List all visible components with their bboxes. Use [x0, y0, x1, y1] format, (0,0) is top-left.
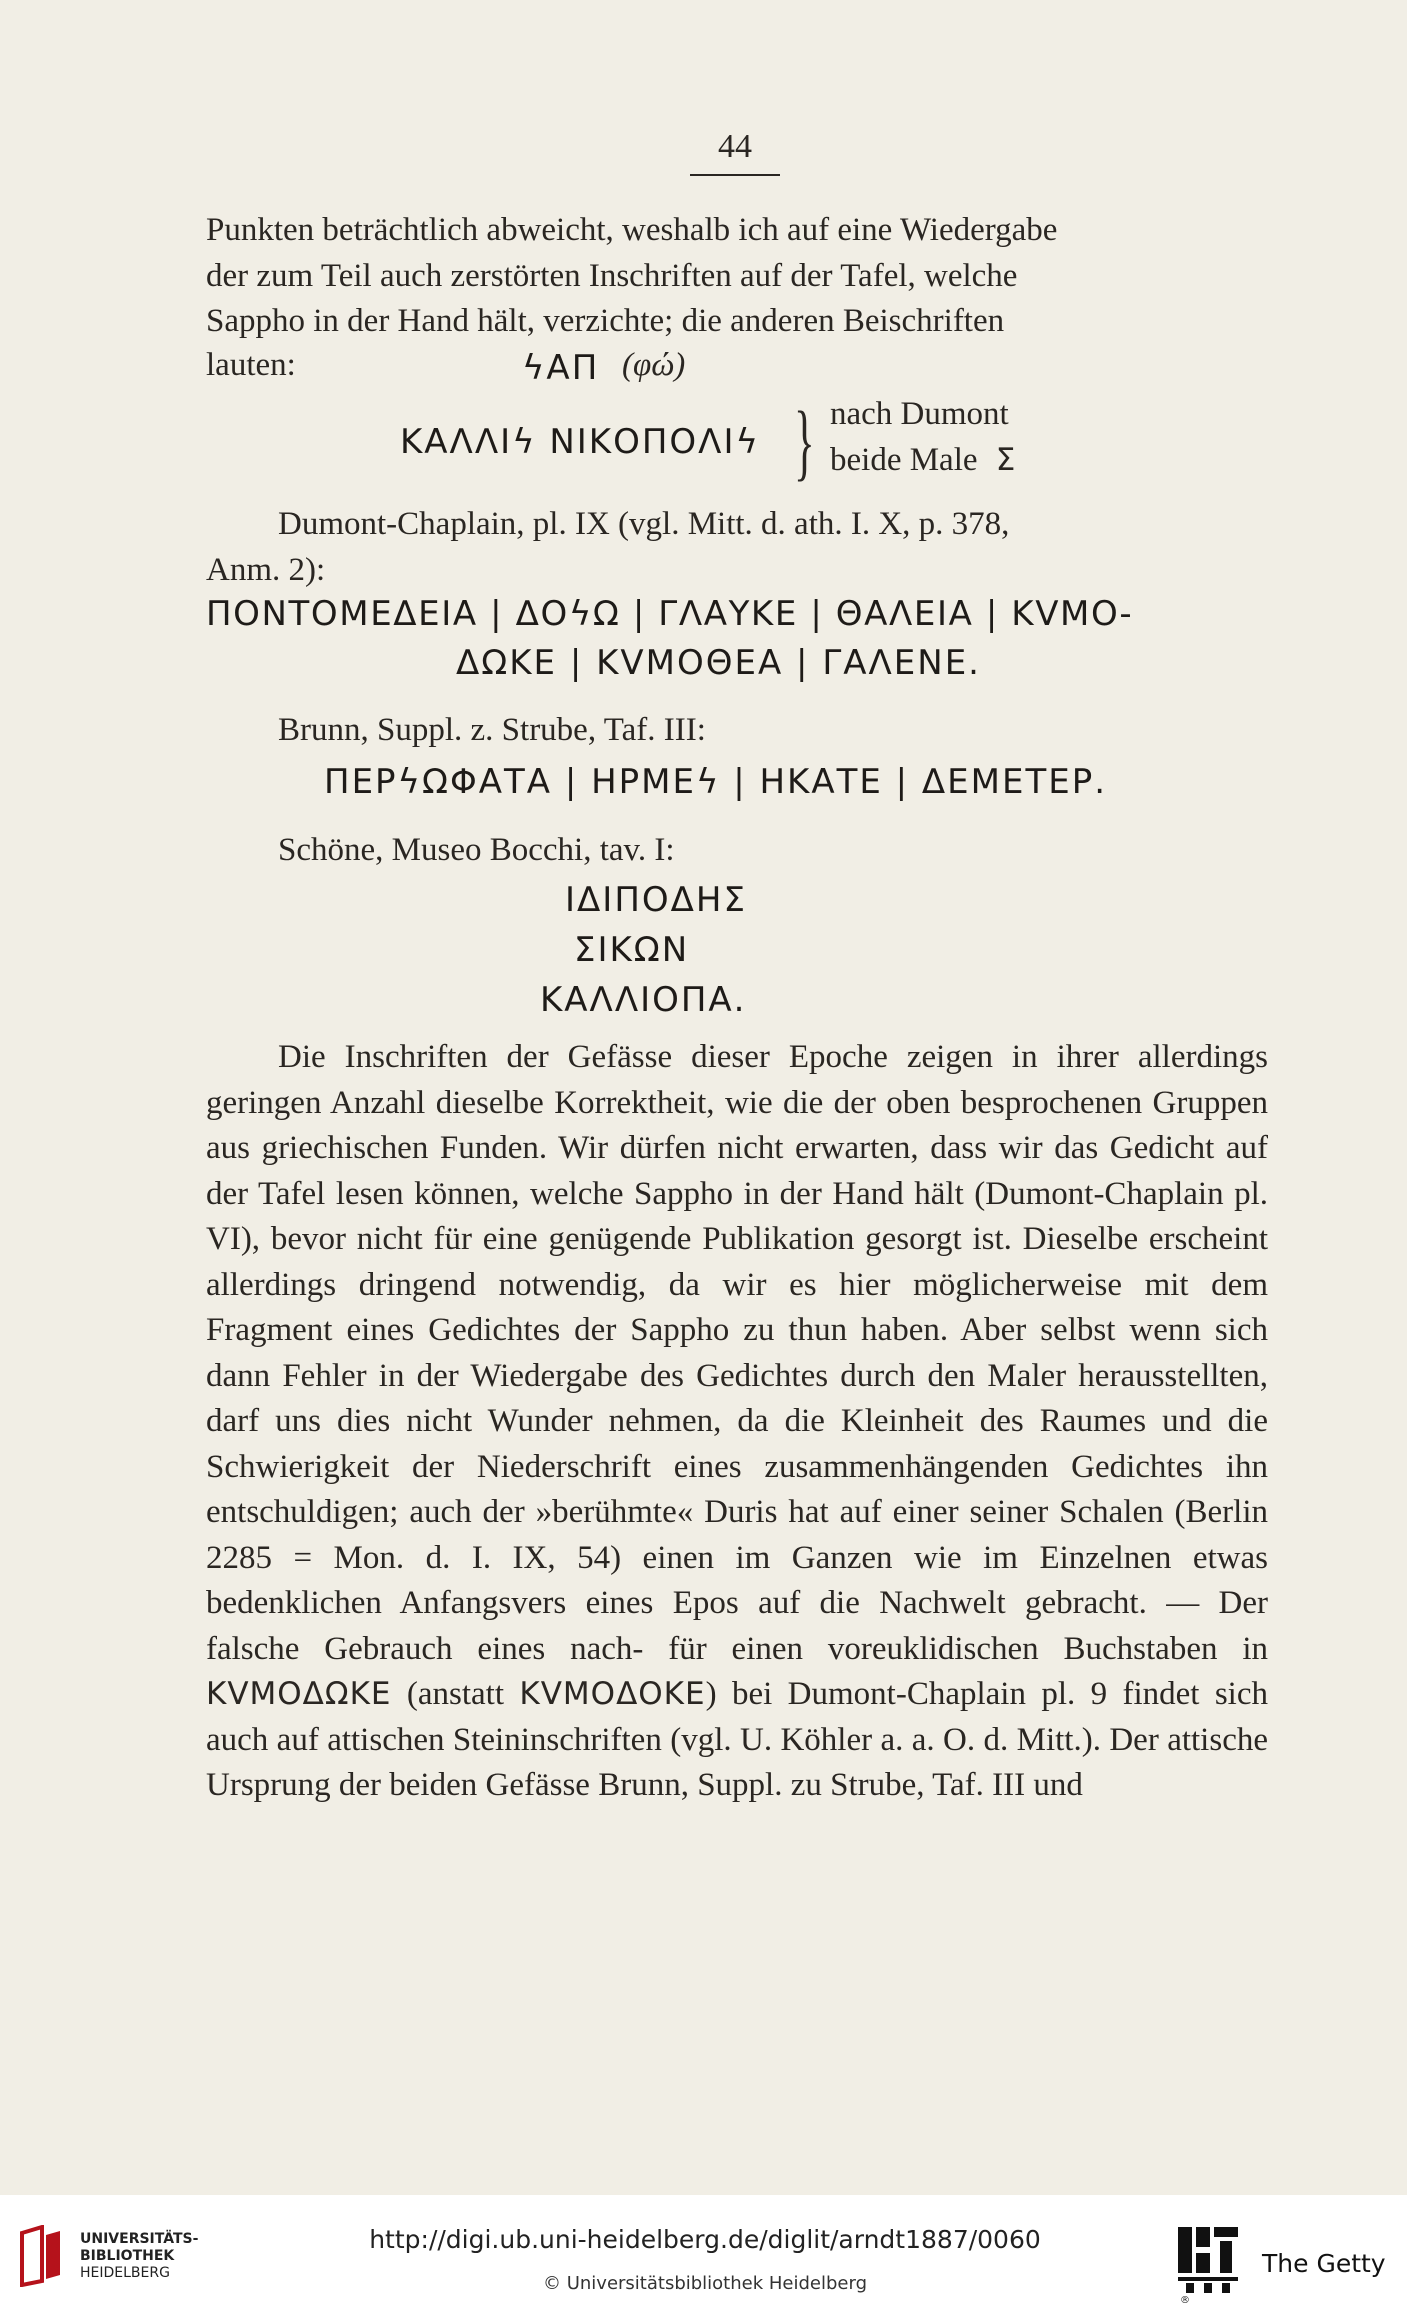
inscription-sap: ϟΑΠ [522, 348, 600, 388]
note-beide-male [830, 442, 1016, 479]
library-logo-icon [16, 2225, 66, 2287]
greek-inscription-schoene-2: ΣΙΚΩΝ [574, 930, 690, 970]
greek-kymodoke-wrong: ΚVΜΟΔΩΚΕ [206, 1676, 392, 1712]
text-line: der zum Teil auch zerstörten Inschriften auf der Tafel, welche [206, 257, 1018, 294]
greek-inscriptions-brunn: ΠΕΡϟΩΦΑΤΑ | ΗΡΜΕϟ | ΗΚΑΤΕ | ΔΕΜΕΤΕΡ. [324, 762, 1108, 802]
note-beide-male-text: beide Male [830, 442, 978, 478]
greek-inscription-schoene-3: ΚΑΛΛΙΟΠΑ. [540, 980, 747, 1020]
curly-brace-icon: } [794, 393, 815, 489]
greek-inscription-schoene-1: ΙΔΙΠΟΔΗΣ [565, 880, 747, 920]
getty-logo-icon [1176, 2225, 1242, 2295]
text-line: Sappho in der Hand hält, verzichte; die anderen Beischriften [206, 303, 1005, 339]
note-nach-dumont: nach Dumont [830, 396, 1009, 432]
inscription-sap-note: (φώ) [622, 347, 686, 383]
note-sigma: Σ [995, 442, 1017, 478]
greek-inscriptions-dumont-line1: ΠΟΝΤΟΜΕΔΕΙΑ | ΔΟϟΩ | ΓΛΑΥΚΕ | ΘΑΛΕΙΑ | ΚVΜΟ- [206, 594, 1134, 634]
footer-bar [0, 2195, 1407, 2310]
paragraph-intro [206, 208, 1268, 345]
library-name-line1: UNIVERSITÄTS- [80, 2231, 199, 2247]
getty-label: The Getty [1262, 2249, 1386, 2278]
text-line: Punkten beträchtlich abweicht, weshalb ich auf eine Wiedergabe [206, 212, 1058, 248]
text-line: Anm. 2): [206, 551, 326, 588]
greek-kymodoke-correct: ΚVΜΟΔΟΚΕ [519, 1676, 706, 1712]
paragraph-main-text: Die Inschriften der Gefässe dieser Epoche zeigen in ihrer allerdings geringen Anzahl dieselbe Korrektheit, wie die der oben besprochenen Gruppen aus griechischen Funden. Wir dürfen nicht erwarten, dass wir das Gedicht auf der Tafel lesen können, welche Sappho in der Hand hält (Dumont-Chaplain pl. VI), bevor nicht für eine genügende Publikation gesorgt ist. Dieselbe erscheint allerdings dringend notwendig, da wir es hier möglicherweise mit dem Fragment eines Gedichtes der Sappho zu thun haben. Aber selbst wenn sich dann Fehler in der Wiedergabe des Gedichtes durch den Maler herausstellten, darf uns dies nicht Wunder nehmen, da die Kleinheit des Raumes und die Schwierigkeit der Niederschrift eines zusammenhängenden Gedichtes ihn entschuldigen; auch der »berühmte« Duris hat auf einer seiner Schalen (Berlin 2285 = Mon. d. I. IX, 54) einen im Ganzen wie im Einzelnen etwas bedenklichen Anfangsvers eines Epos auf die Nachwelt gebracht. — Der falsche Gebrauch eines nach- für einen voreuklidischen Buchstaben in [206, 1039, 1268, 1667]
paragraph-main-text-b: (anstatt [391, 1676, 520, 1712]
reference-dumont [206, 502, 1268, 593]
paragraph-main [206, 1035, 1268, 1809]
paragraph-main-text-c: ) bei Dumont-Chaplain pl. 9 findet sich auch auf attischen Steininschriften (vgl. U. Köhler a. a. O. d. Mitt.). Der attische Ursprung der beiden Gefässe Brunn, Suppl. zu Strube, Taf. III und [206, 1676, 1269, 1803]
page-number-rule [690, 174, 780, 176]
lauten-label: lauten: [206, 347, 296, 383]
library-name [80, 2231, 198, 2282]
reference-brunn: Brunn, Suppl. z. Strube, Taf. III: [278, 712, 706, 748]
greek-inscriptions-dumont-line2: ΔΩΚΕ | ΚVΜΟΘΕΑ | ΓΑΛΕΝΕ. [456, 643, 981, 683]
source-url-link[interactable]: http://digi.ub.uni-heidelberg.de/diglit/arndt1887/0060 [369, 2225, 1041, 2254]
copyright-notice: © Universitätsbibliothek Heidelberg [542, 2273, 867, 2294]
page-number: 44 [718, 128, 752, 165]
reference-schoene: Schöne, Museo Bocchi, tav. I: [278, 832, 675, 868]
library-name-line3: HEIDELBERG [80, 2265, 170, 2281]
registered-mark: ® [1180, 2295, 1190, 2306]
library-name-line2: BIBLIOTHEK [80, 2248, 175, 2264]
inscription-kallis: ΚΑΛΛΙϟ ΝΙΚΟΠΟΛΙϟ [400, 422, 760, 462]
text-line: Dumont-Chaplain, pl. IX (vgl. Mitt. d. ath. I. X, p. 378, [278, 506, 1010, 542]
